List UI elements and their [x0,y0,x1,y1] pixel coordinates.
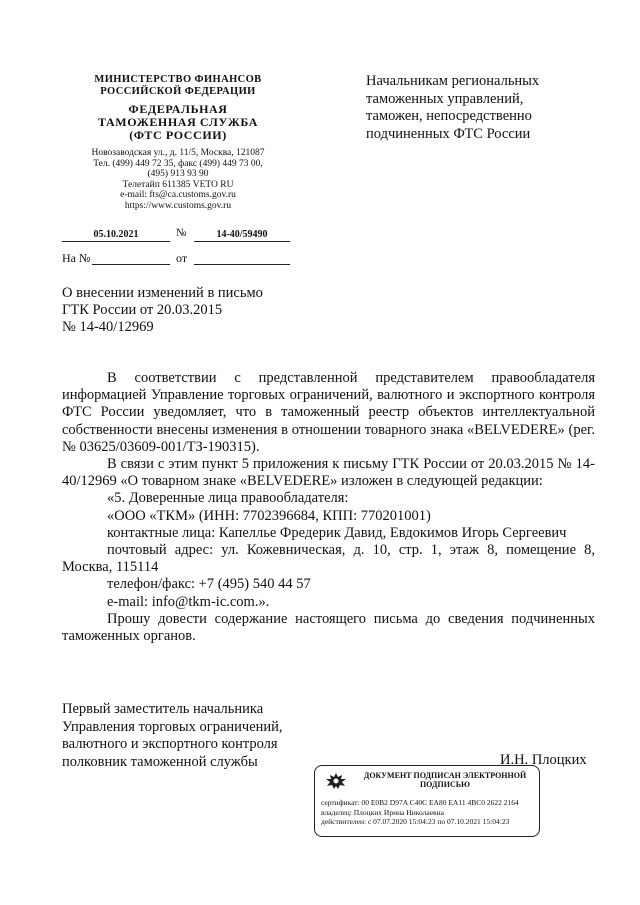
quote-line-1: «5. Доверенные лица правообладателя: [107,490,349,507]
ref-from: от [176,251,188,265]
signer-title-4: полковник таможенной службы [62,753,258,770]
stamp-validity: действителен: с 07.07.2020 15:04:23 по 07.10.2021 15:04:23 [321,817,510,826]
quote-line-2: «ООО «ТКМ» (ИНН: 7702396684, КПП: 770201001) [107,507,431,524]
subject [62,285,362,336]
signature-block [62,701,322,771]
signer-title-2: Управления торговых ограничений, [62,718,283,735]
quote-line-3: контактные лица: Капеллье Фредерик Давид, Евдокимов Игорь Сергеевич [107,524,567,541]
stamp-owner: владелец: Плоцких Ирина Николаевна [321,807,444,817]
subject-line-1: О внесении изменений в письмо [62,285,263,301]
subject-line-3: № 14-40/12969 [62,319,154,335]
service-line-3: (ФТС РОССИИ) [129,128,227,142]
subject-line-2: ГТК России от 20.03.2015 [62,302,223,318]
quote-line-5: телефон/факс: +7 (495) 540 44 57 [107,576,311,593]
addressee-line-3: таможен, непосредственно [366,108,532,124]
addressee [366,73,606,143]
org-phone-2: (495) 913 93 90 [147,169,209,180]
signer-title-3: валютного и экспортного контроля [62,736,278,752]
stamp-title: ДОКУМЕНТ ПОДПИСАН ЭЛЕКТРОННОЙ ПОДПИСЬЮ [363,771,527,789]
addressee-line-2: таможенных управлений, [366,90,524,107]
ref-date-field [194,252,290,265]
addressee-line-1: Начальникам региональных [366,73,540,89]
doc-number: 14-40/59490 [194,229,290,242]
signer-name: И.Н. Плоцких [500,752,587,768]
service-line-2: ТАМОЖЕННАЯ СЛУЖБА [98,115,258,129]
stamp-certificate: сертификат: 00 E0B2 D97A C40C EA80 EA11 4BC0 2622 2164 [321,798,519,807]
quote-line-4: почтовый адрес: ул. Кожевническая, д. 10, стр. 1, этаж 8, помещение 8, Москва, 115114 [62,542,595,576]
ministry-line-1: МИНИСТЕРСТВО ФИНАНСОВ [94,74,262,85]
doc-number-sign: № [176,227,187,239]
org-phone: Тел. (499) 449 72 35, факс (499) 449 73 00, [93,158,263,169]
org-website: https://www.customs.gov.ru [124,200,232,211]
ref-prefix: На № [62,251,91,265]
service-line-1: ФЕДЕРАЛЬНАЯ [128,102,228,116]
signer-title-1: Первый заместитель начальника [62,701,264,717]
org-email: e-mail: fts@ca.customs.gov.ru [120,190,236,201]
quote-line-6: e-mail: info@tkm-ic.com.». [107,593,270,610]
letterhead [62,74,294,212]
emblem-icon [323,771,349,791]
org-teletype: Телетайп 611385 VETO RU [122,179,234,190]
ministry-line-2: РОССИЙСКОЙ ФЕДЕРАЦИИ [100,85,256,97]
org-address: Новозаводская ул., д. 11/5, Москва, 121087 [91,148,265,158]
paragraph-2: В связи с этим пункт 5 приложения к письму ГТК России от 20.03.2015 № 14-40/12969 «О товарном знаке «BELVEDERE» изложен в следующей редакции: [62,456,595,490]
ref-number-field [92,252,170,265]
letter-body [62,370,595,645]
e-signature-stamp [314,765,540,837]
paragraph-3: Прошу довести содержание настоящего письма до сведения подчиненных таможенных органов. [62,610,595,645]
doc-date: 05.10.2021 [62,229,170,242]
addressee-line-4: подчиненных ФТС России [366,125,531,142]
paragraph-1: В соответствии с представленной представителем правообладателя информацией Управление торговых ограничений, валютного и экспортного контроля ФТС России уведомляет, что в таможенный реестр объектов интеллектуальной собственности внесены изменения в отношении товарного знака «BELVEDERE» (рег. № 03625/03609-001/ТЗ-190315). [62,370,595,455]
